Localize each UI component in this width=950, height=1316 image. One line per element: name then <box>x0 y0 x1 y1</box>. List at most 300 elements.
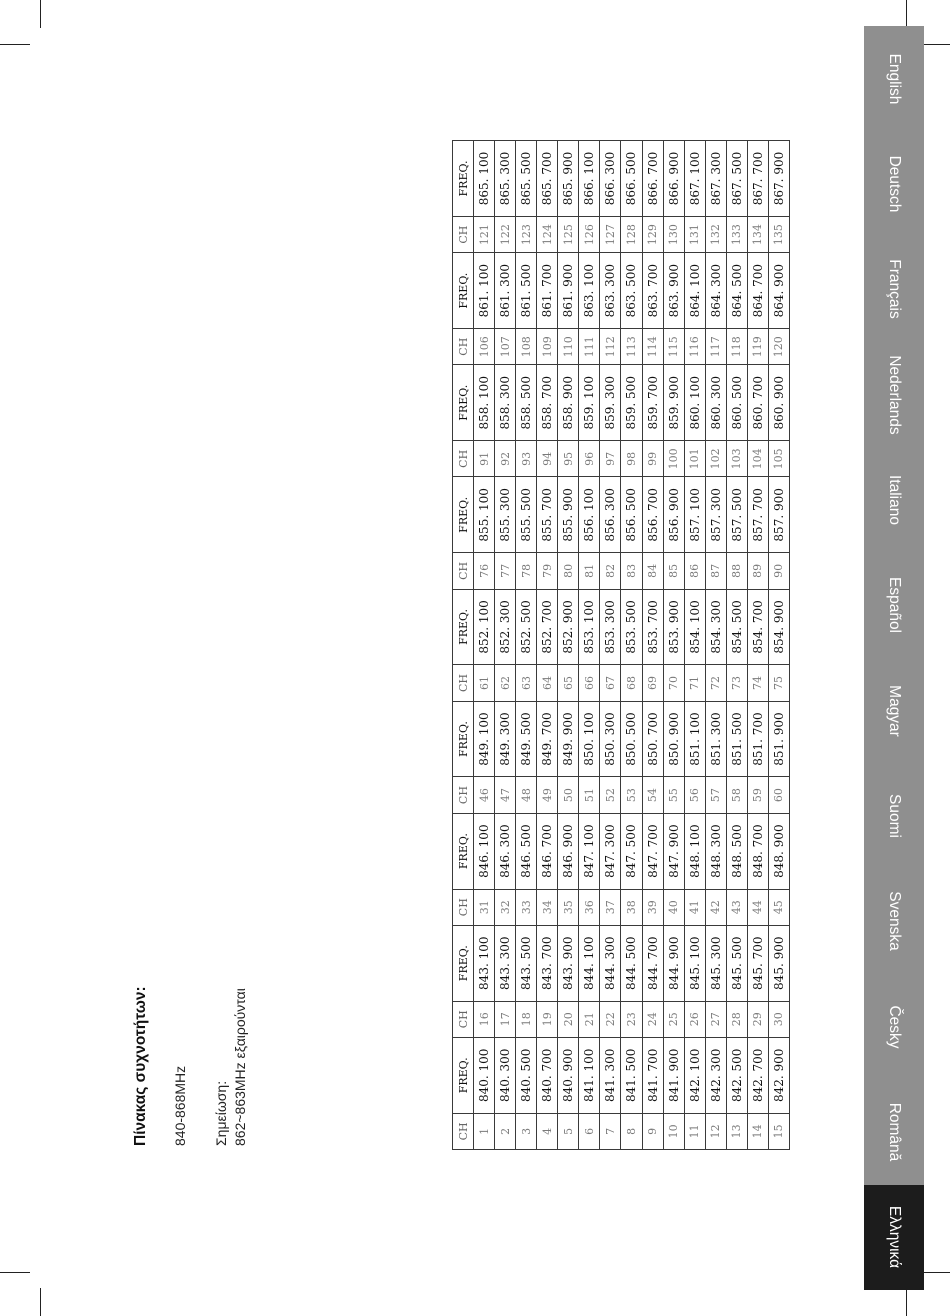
channel-cell: 3 <box>516 1113 537 1149</box>
frequency-cell: 853. 500 <box>621 589 642 665</box>
frequency-cell: 842. 300 <box>705 1037 726 1113</box>
frequency-table <box>452 140 790 1150</box>
frequency-cell: 853. 100 <box>579 589 600 665</box>
channel-cell: 30 <box>768 1001 789 1037</box>
frequency-cell: 861. 700 <box>537 253 558 329</box>
channel-cell: 75 <box>768 665 789 701</box>
frequency-cell: 855. 100 <box>474 477 495 553</box>
channel-cell: 35 <box>558 889 579 925</box>
channel-cell: 5 <box>558 1113 579 1149</box>
channel-cell: 132 <box>705 216 726 252</box>
channel-cell: 24 <box>642 1001 663 1037</box>
channel-cell: 126 <box>579 216 600 252</box>
channel-cell: 101 <box>684 441 705 477</box>
channel-cell: 36 <box>579 889 600 925</box>
frequency-cell: 852. 900 <box>558 589 579 665</box>
frequency-cell: 866. 900 <box>663 141 684 217</box>
frequency-cell: 866. 100 <box>579 141 600 217</box>
channel-cell: 39 <box>642 889 663 925</box>
channel-cell: 133 <box>726 216 747 252</box>
ch-header: CH <box>453 441 474 477</box>
channel-cell: 41 <box>684 889 705 925</box>
channel-cell: 42 <box>705 889 726 925</box>
channel-cell: 100 <box>663 441 684 477</box>
channel-cell: 94 <box>537 441 558 477</box>
table-row <box>600 141 621 1150</box>
channel-cell: 108 <box>516 329 537 365</box>
crop-mark <box>920 44 950 45</box>
channel-cell: 52 <box>600 777 621 813</box>
channel-cell: 134 <box>747 216 768 252</box>
frequency-cell: 854. 300 <box>705 589 726 665</box>
channel-cell: 114 <box>642 329 663 365</box>
tab-label: Italiano <box>886 474 903 525</box>
frequency-range: 840-868MHz <box>172 1065 188 1146</box>
channel-cell: 105 <box>768 441 789 477</box>
frequency-cell: 855. 500 <box>516 477 537 553</box>
frequency-cell: 865. 300 <box>495 141 516 217</box>
tab-language-1[interactable] <box>864 26 924 131</box>
frequency-cell: 856. 500 <box>621 477 642 553</box>
channel-cell: 111 <box>579 329 600 365</box>
frequency-cell: 859. 700 <box>642 365 663 441</box>
frequency-cell: 841. 500 <box>621 1037 642 1113</box>
channel-cell: 4 <box>537 1113 558 1149</box>
frequency-cell: 865. 700 <box>537 141 558 217</box>
frequency-cell: 847. 100 <box>579 813 600 889</box>
tab-label: Suomi <box>886 794 903 838</box>
channel-cell: 82 <box>600 553 621 589</box>
frequency-cell: 860. 100 <box>684 365 705 441</box>
frequency-cell: 849. 500 <box>516 701 537 777</box>
freq-header: FREQ. <box>453 701 474 777</box>
channel-cell: 87 <box>705 553 726 589</box>
channel-cell: 11 <box>684 1113 705 1149</box>
frequency-cell: 850. 500 <box>621 701 642 777</box>
ch-header: CH <box>453 329 474 365</box>
channel-cell: 67 <box>600 665 621 701</box>
channel-cell: 70 <box>663 665 684 701</box>
frequency-cell: 864. 700 <box>747 253 768 329</box>
channel-cell: 21 <box>579 1001 600 1037</box>
channel-cell: 76 <box>474 553 495 589</box>
crop-mark <box>0 1272 30 1273</box>
channel-cell: 38 <box>621 889 642 925</box>
frequency-cell: 844. 900 <box>663 925 684 1001</box>
channel-cell: 10 <box>663 1113 684 1149</box>
channel-cell: 116 <box>684 329 705 365</box>
channel-cell: 127 <box>600 216 621 252</box>
frequency-cell: 859. 900 <box>663 365 684 441</box>
channel-cell: 68 <box>621 665 642 701</box>
channel-cell: 16 <box>474 1001 495 1037</box>
frequency-cell: 846. 300 <box>495 813 516 889</box>
channel-cell: 123 <box>516 216 537 252</box>
crop-mark <box>920 1272 950 1273</box>
frequency-cell: 865. 100 <box>474 141 495 217</box>
table-row <box>579 141 600 1150</box>
channel-cell: 63 <box>516 665 537 701</box>
frequency-cell: 853. 900 <box>663 589 684 665</box>
frequency-cell: 841. 700 <box>642 1037 663 1113</box>
frequency-cell: 855. 700 <box>537 477 558 553</box>
channel-cell: 20 <box>558 1001 579 1037</box>
tab-label: Ελληνικά <box>886 1206 903 1269</box>
channel-cell: 28 <box>726 1001 747 1037</box>
channel-cell: 112 <box>600 329 621 365</box>
freq-header: FREQ. <box>453 813 474 889</box>
frequency-cell: 860. 700 <box>747 365 768 441</box>
channel-cell: 77 <box>495 553 516 589</box>
channel-cell: 45 <box>768 889 789 925</box>
channel-cell: 120 <box>768 329 789 365</box>
ch-header: CH <box>453 1001 474 1037</box>
frequency-cell: 858. 700 <box>537 365 558 441</box>
frequency-cell: 864. 100 <box>684 253 705 329</box>
frequency-cell: 849. 700 <box>537 701 558 777</box>
frequency-cell: 854. 500 <box>726 589 747 665</box>
freq-header: FREQ. <box>453 925 474 1001</box>
channel-cell: 59 <box>747 777 768 813</box>
frequency-cell: 840. 900 <box>558 1037 579 1113</box>
frequency-cell: 863. 700 <box>642 253 663 329</box>
channel-cell: 97 <box>600 441 621 477</box>
frequency-cell: 854. 700 <box>747 589 768 665</box>
channel-cell: 72 <box>705 665 726 701</box>
frequency-cell: 865. 900 <box>558 141 579 217</box>
channel-cell: 15 <box>768 1113 789 1149</box>
channel-cell: 40 <box>663 889 684 925</box>
frequency-cell: 856. 900 <box>663 477 684 553</box>
frequency-cell: 858. 300 <box>495 365 516 441</box>
channel-cell: 118 <box>726 329 747 365</box>
frequency-cell: 854. 900 <box>768 589 789 665</box>
channel-cell: 46 <box>474 777 495 813</box>
crop-mark <box>40 0 41 28</box>
frequency-cell: 852. 500 <box>516 589 537 665</box>
frequency-cell: 843. 300 <box>495 925 516 1001</box>
tab-label: Nederlands <box>886 355 903 435</box>
ch-header: CH <box>453 553 474 589</box>
frequency-cell: 842. 700 <box>747 1037 768 1113</box>
frequency-cell: 860. 300 <box>705 365 726 441</box>
frequency-cell: 850. 100 <box>579 701 600 777</box>
frequency-cell: 866. 300 <box>600 141 621 217</box>
frequency-cell: 867. 100 <box>684 141 705 217</box>
frequency-cell: 847. 300 <box>600 813 621 889</box>
frequency-cell: 844. 100 <box>579 925 600 1001</box>
frequency-cell: 864. 900 <box>768 253 789 329</box>
frequency-cell: 848. 100 <box>684 813 705 889</box>
channel-cell: 66 <box>579 665 600 701</box>
channel-cell: 102 <box>705 441 726 477</box>
channel-cell: 106 <box>474 329 495 365</box>
freq-header: FREQ. <box>453 1037 474 1113</box>
channel-cell: 93 <box>516 441 537 477</box>
note-text: 862~863MHz εξαιρούνται <box>232 988 248 1146</box>
table-row <box>684 141 705 1150</box>
table-row <box>642 141 663 1150</box>
channel-cell: 50 <box>558 777 579 813</box>
frequency-cell: 843. 900 <box>558 925 579 1001</box>
table-row <box>558 141 579 1150</box>
frequency-cell: 863. 900 <box>663 253 684 329</box>
frequency-cell: 845. 500 <box>726 925 747 1001</box>
channel-cell: 96 <box>579 441 600 477</box>
table-row <box>768 141 789 1150</box>
frequency-cell: 849. 900 <box>558 701 579 777</box>
frequency-cell: 842. 100 <box>684 1037 705 1113</box>
crop-mark <box>40 1288 41 1316</box>
frequency-cell: 845. 100 <box>684 925 705 1001</box>
channel-cell: 31 <box>474 889 495 925</box>
frequency-cell: 848. 900 <box>768 813 789 889</box>
channel-cell: 130 <box>663 216 684 252</box>
channel-cell: 107 <box>495 329 516 365</box>
frequency-cell: 840. 700 <box>537 1037 558 1113</box>
frequency-cell: 846. 100 <box>474 813 495 889</box>
frequency-cell: 853. 300 <box>600 589 621 665</box>
channel-cell: 113 <box>621 329 642 365</box>
table-row <box>516 141 537 1150</box>
page-title: Πίνακας συχνοτήτων: <box>132 986 149 1146</box>
frequency-cell: 847. 900 <box>663 813 684 889</box>
note <box>212 988 250 1146</box>
frequency-cell: 852. 700 <box>537 589 558 665</box>
table-row <box>705 141 726 1150</box>
frequency-cell: 866. 500 <box>621 141 642 217</box>
channel-cell: 8 <box>621 1113 642 1149</box>
tab-language-12[interactable] <box>864 1185 924 1290</box>
frequency-cell: 864. 500 <box>726 253 747 329</box>
channel-cell: 74 <box>747 665 768 701</box>
channel-cell: 32 <box>495 889 516 925</box>
frequency-cell: 848. 300 <box>705 813 726 889</box>
freq-header: FREQ. <box>453 477 474 553</box>
channel-cell: 17 <box>495 1001 516 1037</box>
channel-cell: 57 <box>705 777 726 813</box>
ch-header: CH <box>453 889 474 925</box>
crop-mark <box>906 1288 907 1316</box>
channel-cell: 14 <box>747 1113 768 1149</box>
channel-cell: 37 <box>600 889 621 925</box>
ch-header: CH <box>453 1113 474 1149</box>
channel-cell: 80 <box>558 553 579 589</box>
ch-header: CH <box>453 665 474 701</box>
channel-cell: 54 <box>642 777 663 813</box>
frequency-cell: 860. 500 <box>726 365 747 441</box>
channel-cell: 62 <box>495 665 516 701</box>
channel-cell: 60 <box>768 777 789 813</box>
channel-cell: 99 <box>642 441 663 477</box>
table-row <box>474 141 495 1150</box>
frequency-cell: 847. 500 <box>621 813 642 889</box>
frequency-cell: 867. 300 <box>705 141 726 217</box>
channel-cell: 73 <box>726 665 747 701</box>
frequency-cell: 845. 300 <box>705 925 726 1001</box>
tab-label: Svenska <box>886 891 903 952</box>
frequency-cell: 852. 100 <box>474 589 495 665</box>
frequency-cell: 841. 300 <box>600 1037 621 1113</box>
frequency-cell: 853. 700 <box>642 589 663 665</box>
channel-cell: 22 <box>600 1001 621 1037</box>
crop-mark <box>0 44 30 45</box>
channel-cell: 129 <box>642 216 663 252</box>
freq-header: FREQ. <box>453 253 474 329</box>
channel-cell: 6 <box>579 1113 600 1149</box>
channel-cell: 23 <box>621 1001 642 1037</box>
channel-cell: 115 <box>663 329 684 365</box>
rotated-content <box>30 151 950 1160</box>
frequency-cell: 845. 700 <box>747 925 768 1001</box>
channel-cell: 121 <box>474 216 495 252</box>
channel-cell: 88 <box>726 553 747 589</box>
frequency-cell: 843. 700 <box>537 925 558 1001</box>
channel-cell: 71 <box>684 665 705 701</box>
note-label: Σημείωση: <box>213 1080 229 1146</box>
channel-cell: 27 <box>705 1001 726 1037</box>
table-header-row <box>453 141 474 1150</box>
frequency-cell: 851. 300 <box>705 701 726 777</box>
channel-cell: 48 <box>516 777 537 813</box>
channel-cell: 1 <box>474 1113 495 1149</box>
tab-label: Magyar <box>886 684 903 737</box>
channel-cell: 53 <box>621 777 642 813</box>
frequency-cell: 840. 500 <box>516 1037 537 1113</box>
channel-cell: 125 <box>558 216 579 252</box>
frequency-cell: 866. 700 <box>642 141 663 217</box>
channel-cell: 86 <box>684 553 705 589</box>
frequency-cell: 861. 300 <box>495 253 516 329</box>
channel-cell: 55 <box>663 777 684 813</box>
channel-cell: 81 <box>579 553 600 589</box>
frequency-cell: 864. 300 <box>705 253 726 329</box>
ch-header: CH <box>453 216 474 252</box>
frequency-cell: 841. 900 <box>663 1037 684 1113</box>
frequency-cell: 843. 500 <box>516 925 537 1001</box>
channel-cell: 64 <box>537 665 558 701</box>
channel-cell: 91 <box>474 441 495 477</box>
channel-cell: 83 <box>621 553 642 589</box>
channel-cell: 33 <box>516 889 537 925</box>
channel-cell: 78 <box>516 553 537 589</box>
frequency-cell: 847. 700 <box>642 813 663 889</box>
frequency-cell: 857. 100 <box>684 477 705 553</box>
channel-cell: 34 <box>537 889 558 925</box>
channel-cell: 122 <box>495 216 516 252</box>
channel-cell: 65 <box>558 665 579 701</box>
frequency-cell: 840. 300 <box>495 1037 516 1113</box>
table-row <box>726 141 747 1150</box>
ch-header: CH <box>453 777 474 813</box>
channel-cell: 44 <box>747 889 768 925</box>
frequency-cell: 846. 700 <box>537 813 558 889</box>
table-row <box>663 141 684 1150</box>
channel-cell: 110 <box>558 329 579 365</box>
frequency-cell: 840. 100 <box>474 1037 495 1113</box>
frequency-cell: 855. 300 <box>495 477 516 553</box>
freq-header: FREQ. <box>453 141 474 217</box>
channel-cell: 128 <box>621 216 642 252</box>
frequency-cell: 841. 100 <box>579 1037 600 1113</box>
frequency-cell: 848. 500 <box>726 813 747 889</box>
frequency-cell: 856. 100 <box>579 477 600 553</box>
channel-cell: 131 <box>684 216 705 252</box>
frequency-cell: 867. 900 <box>768 141 789 217</box>
frequency-cell: 849. 300 <box>495 701 516 777</box>
channel-cell: 47 <box>495 777 516 813</box>
frequency-cell: 844. 700 <box>642 925 663 1001</box>
channel-cell: 9 <box>642 1113 663 1149</box>
frequency-cell: 858. 500 <box>516 365 537 441</box>
channel-cell: 12 <box>705 1113 726 1149</box>
frequency-cell: 845. 900 <box>768 925 789 1001</box>
channel-cell: 109 <box>537 329 558 365</box>
channel-cell: 29 <box>747 1001 768 1037</box>
frequency-cell: 863. 100 <box>579 253 600 329</box>
frequency-cell: 859. 100 <box>579 365 600 441</box>
frequency-cell: 850. 300 <box>600 701 621 777</box>
tab-label: Română <box>886 1102 903 1162</box>
channel-cell: 84 <box>642 553 663 589</box>
frequency-cell: 851. 500 <box>726 701 747 777</box>
channel-cell: 92 <box>495 441 516 477</box>
channel-cell: 43 <box>726 889 747 925</box>
channel-cell: 85 <box>663 553 684 589</box>
channel-cell: 58 <box>726 777 747 813</box>
channel-cell: 135 <box>768 216 789 252</box>
frequency-cell: 863. 500 <box>621 253 642 329</box>
frequency-cell: 851. 700 <box>747 701 768 777</box>
tab-label: English <box>886 53 903 105</box>
frequency-cell: 857. 300 <box>705 477 726 553</box>
frequency-cell: 842. 900 <box>768 1037 789 1113</box>
frequency-cell: 858. 100 <box>474 365 495 441</box>
frequency-cell: 854. 100 <box>684 589 705 665</box>
channel-cell: 98 <box>621 441 642 477</box>
channel-cell: 51 <box>579 777 600 813</box>
tab-label: Español <box>886 577 903 634</box>
frequency-cell: 843. 100 <box>474 925 495 1001</box>
table-row <box>495 141 516 1150</box>
channel-cell: 79 <box>537 553 558 589</box>
frequency-cell: 846. 900 <box>558 813 579 889</box>
frequency-cell: 852. 300 <box>495 589 516 665</box>
channel-cell: 13 <box>726 1113 747 1149</box>
frequency-cell: 861. 900 <box>558 253 579 329</box>
table-row <box>537 141 558 1150</box>
frequency-cell: 861. 500 <box>516 253 537 329</box>
frequency-cell: 859. 300 <box>600 365 621 441</box>
channel-cell: 69 <box>642 665 663 701</box>
channel-cell: 95 <box>558 441 579 477</box>
frequency-cell: 863. 300 <box>600 253 621 329</box>
frequency-cell: 850. 900 <box>663 701 684 777</box>
frequency-cell: 855. 900 <box>558 477 579 553</box>
channel-cell: 19 <box>537 1001 558 1037</box>
frequency-cell: 849. 100 <box>474 701 495 777</box>
channel-cell: 26 <box>684 1001 705 1037</box>
tab-label: Français <box>886 259 903 320</box>
channel-cell: 61 <box>474 665 495 701</box>
frequency-cell: 848. 700 <box>747 813 768 889</box>
frequency-cell: 851. 900 <box>768 701 789 777</box>
frequency-cell: 861. 100 <box>474 253 495 329</box>
channel-cell: 117 <box>705 329 726 365</box>
frequency-cell: 842. 500 <box>726 1037 747 1113</box>
channel-cell: 124 <box>537 216 558 252</box>
frequency-cell: 846. 500 <box>516 813 537 889</box>
